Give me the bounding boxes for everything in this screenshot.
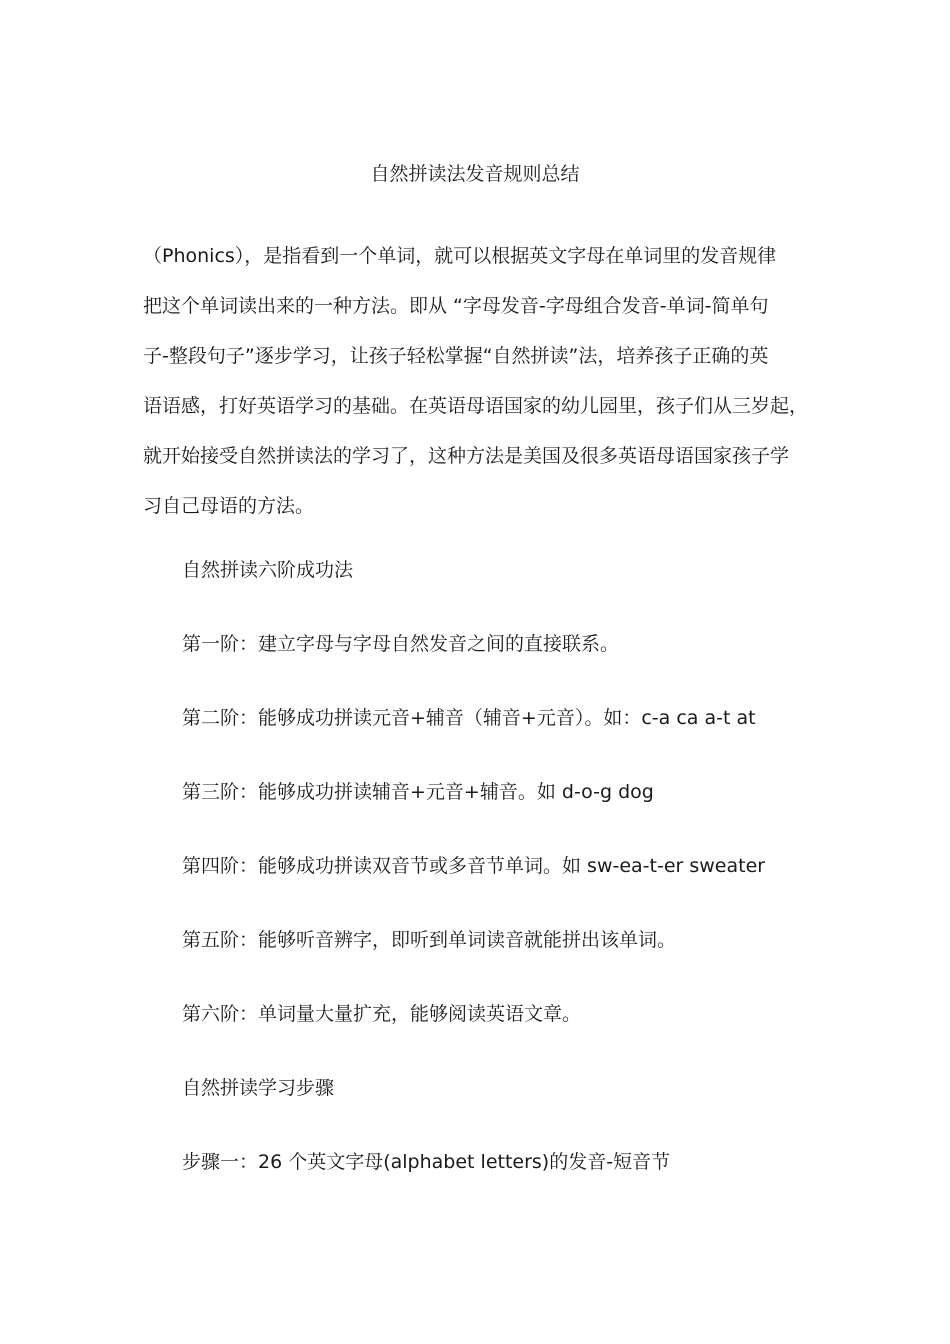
stage-item: 第一阶：建立字母与字母自然发音之间的直接联系。 — [182, 633, 620, 655]
steps-heading: 自然拼读学习步骤 — [182, 1077, 335, 1099]
intro-line: （Phonics），是指看到一个单词，就可以根据英文字母在单词里的发音规律 — [143, 245, 777, 267]
stage-item: 第二阶：能够成功拼读元音+辅音（辅音+元音）。如：c-a ca a-t at — [182, 707, 756, 729]
intro-line: 就开始接受自然拼读法的学习了，这种方法是美国及很多英语母语国家孩子学 — [143, 445, 790, 467]
stage-item: 第五阶：能够听音辨字，即听到单词读音就能拼出该单词。 — [182, 929, 677, 951]
intro-line: 语语感，打好英语学习的基础。在英语母语国家的幼儿园里，孩子们从三岁起， — [143, 395, 809, 417]
stage-item: 第六阶：单词量大量扩充，能够阅读英语文章。 — [182, 1003, 582, 1025]
intro-line: 习自己母语的方法。 — [143, 495, 315, 517]
intro-line: 把这个单词读出来的一种方法。即从 “字母发音-字母组合发音-单词-简单句 — [143, 295, 769, 317]
document-title: 自然拼读法发音规则总结 — [370, 163, 580, 185]
step-item: 步骤一：26 个英文字母(alphabet letters)的发音-短音节 — [182, 1151, 671, 1173]
stage-item: 第四阶：能够成功拼读双音节或多音节单词。如 sw-ea-t-er sweater — [182, 855, 766, 877]
six-stages-heading: 自然拼读六阶成功法 — [182, 559, 354, 581]
intro-paragraph — [143, 231, 823, 531]
stage-item: 第三阶：能够成功拼读辅音+元音+辅音。如 d-o-g dog — [182, 781, 654, 803]
intro-line: 子-整段句子”逐步学习，让孩子轻松掌握“自然拼读”法，培养孩子正确的英 — [143, 345, 769, 367]
stages-section — [182, 552, 882, 1218]
